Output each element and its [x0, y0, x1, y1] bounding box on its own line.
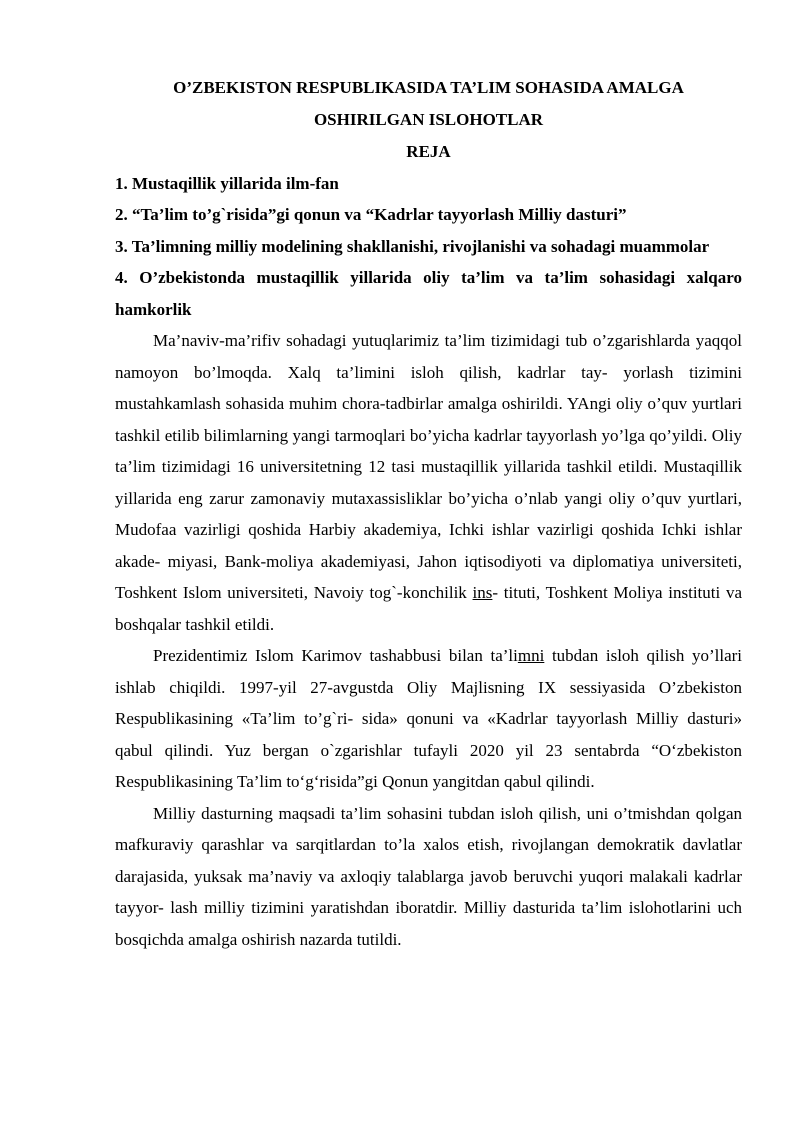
paragraph-2-text-b: tubdan isloh qilish yo’llari ishlab chiqildi. 1997-yil 27-avgustda Oliy Majlisning IX sessiyasida O’zbekiston Respublikasining «Ta’lim to’g`ri- sida» qonuni va «Kadrlar tayyorlash Milliy dasturi» qabul qilindi. Yuz bergan o`zgarishlar tufayli 2020 yil 23 sentabrda “O‘zbekiston Respublikasining Ta’lim to‘g‘risida”gi Qonun yangitdan qabul qilindi.	[115, 646, 743, 791]
plan-list	[115, 168, 742, 326]
document-page	[115, 72, 742, 955]
paragraph-3: Milliy dasturning maqsadi ta’lim sohasini tubdan isloh qilish, uni o’tmishdan qolgan mafkuraviy qarashlar va sarqitlardan to’la xalos etish, rivojlangan demokratik davlatlar darajasida, yuksak ma’naviy va axloqiy talablarga javob beruvchi yuqori malakali kadrlar tayyor- lash milliy tizimini yaratishdan iboratdir. Milliy dasturida ta’lim islohotlarini uch bosqichda amalga oshirish nazarda tutildi.	[115, 803, 742, 949]
plan-item-1: 1. Mustaqillik yillarida ilm-fan	[115, 173, 339, 193]
plan-item-4: 4. O’zbekistonda mustaqillik yillarida oliy ta’lim va ta’lim sohasidagi xalqaro hamkorlik	[115, 268, 742, 319]
paragraph-2-text-a: Prezidentimiz Islom Karimov tashabbusi bilan ta’li	[153, 646, 518, 665]
paragraph-1	[115, 325, 742, 640]
plan-item-3: 3. Ta’limning milliy modelining shakllanishi, rivojlanishi va sohadagi muammolar	[115, 236, 710, 256]
plan-item-2: 2. “Ta’lim to’g`risida”gi qonun va “Kadrlar tayyorlash Milliy dasturi”	[115, 205, 627, 224]
plan-heading: REJA	[406, 142, 451, 161]
paragraph-2	[115, 640, 742, 798]
document-title: O’ZBEKISTON RESPUBLIKASIDA TA’LIM SOHASIDA AMALGA OSHIRILGAN ISLOHOTLAR	[173, 78, 684, 129]
paragraph-1-underlined: ins	[472, 583, 493, 602]
paragraph-2-underlined: mni	[517, 646, 545, 665]
paragraph-1-text-a: Ma’naviv-ma’rifiv sohadagi yutuqlarimiz ta’lim tizimidagi tub o’zgarishlarda yaqqol namoyon bo’lmoqda. Xalq ta’limini isloh qilish, kadrlar tay- yorlash tizimini mustahkamlash sohasida muhim chora-tadbirlar amalga oshirildi. YAngi oliy o’quv yurtlari tashkil etilib bilimlarning yangi tarmoqlari bo’yicha kadrlar tayyorlash yo’lga qo’yildi. Oliy ta’lim tizimidagi 16 universitetning 12 tasi mustaqillik yillarida tashkil etildi. Mustaqillik yillarida eng zarur zamonaviy mutaxassisliklar bo’yicha o’nlab yangi oliy o’quv yurtlari, Mudofaa vazirligi qoshida Harbiy akademiya, Ichki ishlar vazirligi qoshida Ichki ishlar akade- miyasi, Bank-moliya akademiyasi, Jahon iqtisodiyoti va diplomatiya universiteti, Toshkent Islom universiteti, Navoiy tog`-konchilik	[115, 331, 742, 602]
paragraph-1-text-b: - tituti, Toshkent Moliya instituti va boshqalar tashkil etildi.	[115, 583, 742, 634]
